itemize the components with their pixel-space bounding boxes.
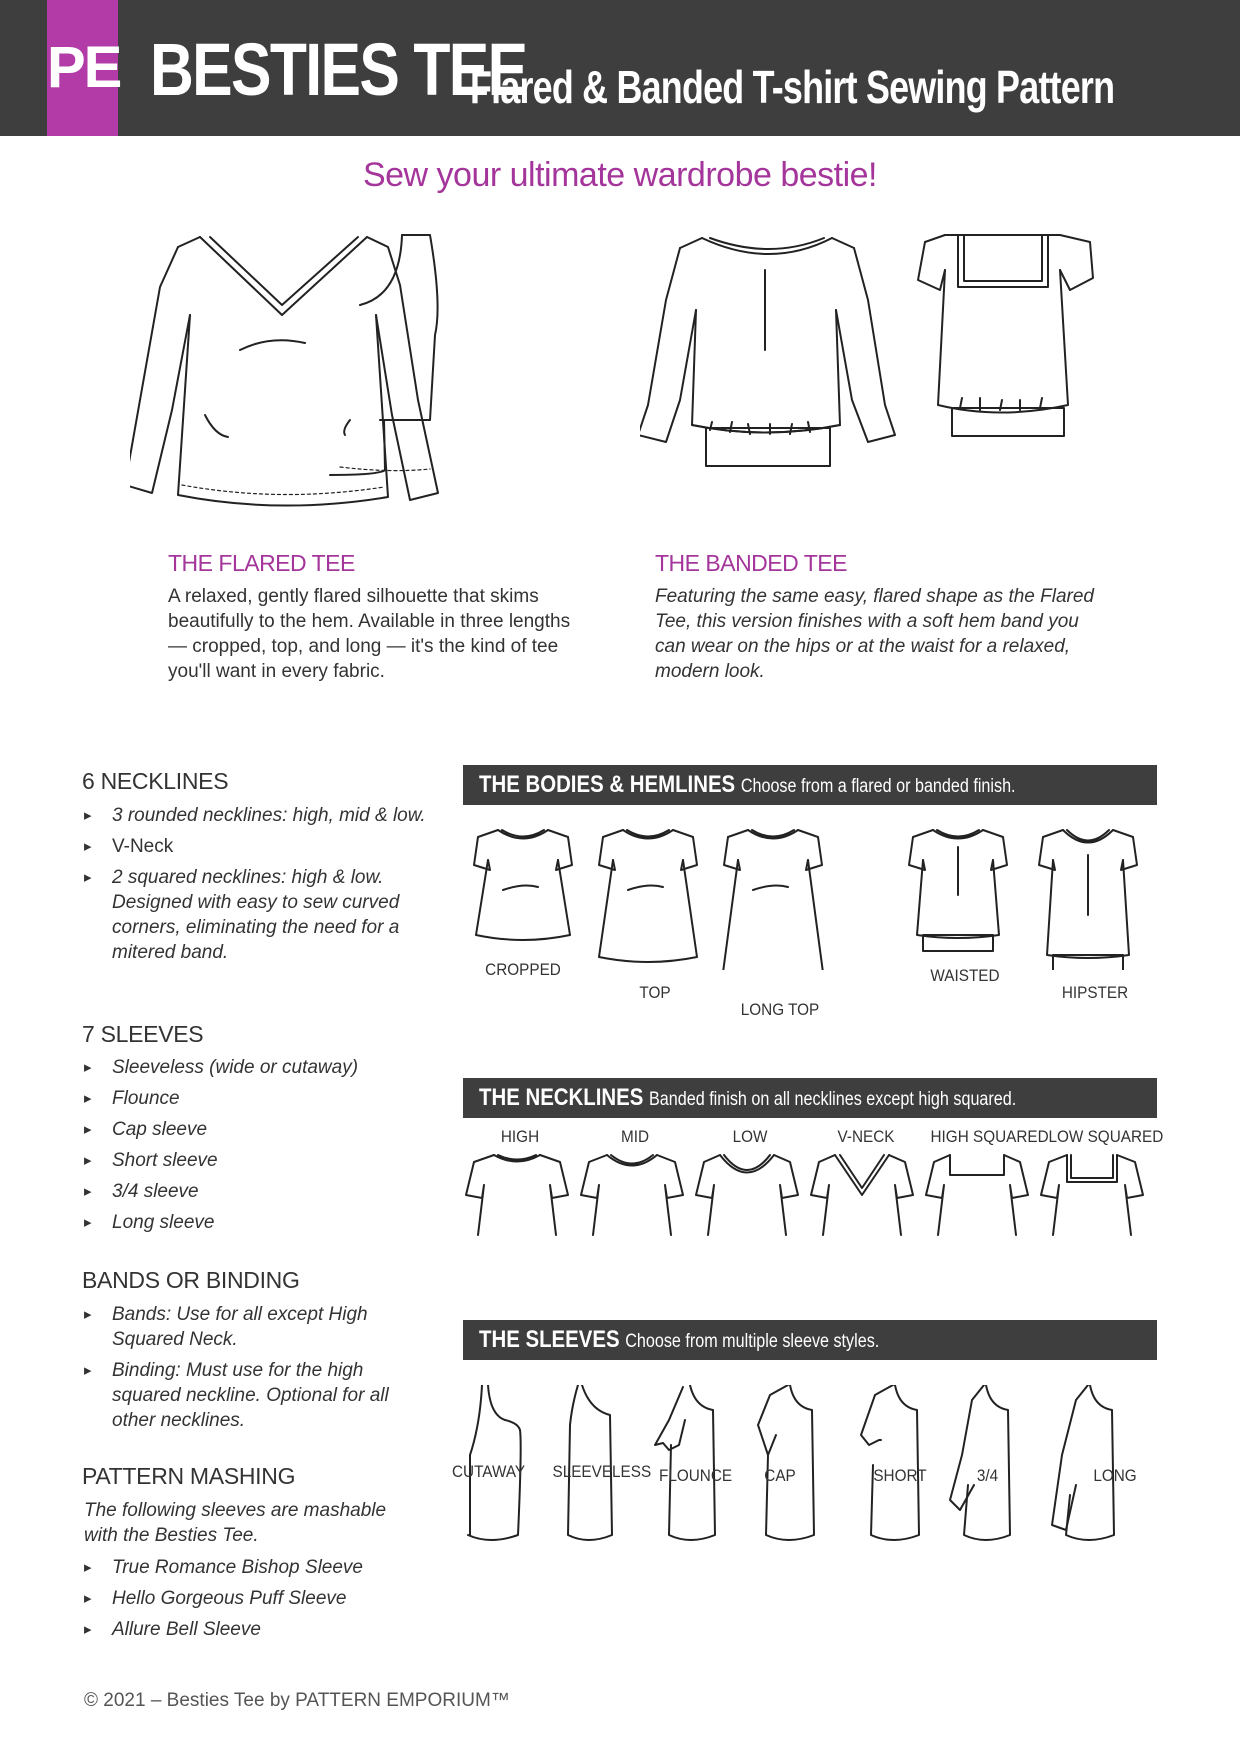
necklines-list bbox=[84, 803, 434, 971]
neckline-label-mid: MID bbox=[620, 1127, 650, 1146]
bodies-description: Choose from a flared or banded finish. bbox=[740, 776, 1016, 797]
sleeves-description: Choose from multiple sleeve styles. bbox=[625, 1331, 880, 1352]
sleeves-list bbox=[84, 1055, 434, 1241]
sleeves-section-bar bbox=[463, 1320, 1157, 1360]
bands-heading: BANDS OR BINDING bbox=[82, 1267, 300, 1293]
body-label-top: TOP bbox=[639, 983, 671, 1002]
neckline-label-low-squared: LOW SQUARED bbox=[1048, 1127, 1164, 1146]
list-item: ▸ Binding: Must use for the high squared neckline. Optional for all other necklines. bbox=[84, 1358, 434, 1433]
sleeve-label-short: SHORT bbox=[873, 1466, 927, 1485]
banded-tee-heading: THE BANDED TEE bbox=[655, 550, 847, 576]
body-label-hipster: HIPSTER bbox=[1061, 983, 1129, 1002]
header-bar bbox=[0, 0, 1240, 136]
tagline: Sew your ultimate wardrobe bestie! bbox=[362, 156, 878, 194]
bodies-title: THE BODIES & HEMLINES bbox=[479, 771, 736, 798]
list-item: ▸ Sleeveless (wide or cutaway) bbox=[84, 1055, 434, 1080]
list-item: ▸ 3 rounded necklines: high, mid & low. bbox=[84, 803, 434, 828]
list-item: ▸ Bands: Use for all except High Squared Neck. bbox=[84, 1302, 434, 1352]
banded-tee-description: Featuring the same easy, flared shape as the Flared Tee, this version finishes with a soft hem band you can wear on the hips or at the waist for a relaxed, modern look. bbox=[655, 586, 1095, 682]
banded-tee-illustration bbox=[640, 230, 1100, 500]
neckline-label-high-squared: HIGH SQUARED bbox=[930, 1127, 1049, 1146]
list-item: ▸ Long sleeve bbox=[84, 1210, 434, 1235]
sleeves-heading: 7 SLEEVES bbox=[82, 1021, 204, 1047]
sleeve-label-cutaway: CUTAWAY bbox=[452, 1462, 526, 1481]
body-label-waisted: WAISTED bbox=[930, 966, 1000, 985]
bodies-section-bar bbox=[463, 765, 1157, 805]
bands-list bbox=[84, 1302, 434, 1439]
sleeve-label-three-quarter: 3/4 bbox=[976, 1466, 999, 1485]
pattern-subtitle: Flared & Banded T-shirt Sewing Pattern bbox=[470, 61, 1115, 113]
neckline-label-high: HIGH bbox=[500, 1127, 540, 1146]
brand-logo: PE bbox=[47, 0, 118, 136]
bodies-illustrations bbox=[463, 825, 1157, 970]
copyright-notice: © 2021 – Besties Tee by PATTERN EMPORIUM™ bbox=[84, 1690, 510, 1711]
neckline-label-low: LOW bbox=[732, 1127, 768, 1146]
necklines-heading: 6 NECKLINES bbox=[82, 768, 229, 794]
necklines-title: THE NECKLINES bbox=[479, 1084, 644, 1111]
neckline-label-v-neck: V-NECK bbox=[837, 1127, 895, 1146]
necklines-section-bar bbox=[463, 1078, 1157, 1118]
pattern-title: BESTIES TEE bbox=[150, 28, 527, 111]
list-item: ▸ Hello Gorgeous Puff Sleeve bbox=[84, 1586, 434, 1611]
list-item: ▸ V-Neck bbox=[84, 834, 434, 859]
flared-tee-description: A relaxed, gently flared silhouette that skims beautifully to the hem. Available in three lengths — cropped, top, and long — it's the kind of tee you'll want in every fabric. bbox=[168, 586, 571, 682]
sleeves-title: THE SLEEVES bbox=[479, 1326, 620, 1353]
list-item: ▸ Allure Bell Sleeve bbox=[84, 1617, 434, 1642]
sleeve-label-flounce: FLOUNCE bbox=[659, 1466, 733, 1485]
sleeve-label-cap: CAP bbox=[764, 1466, 796, 1485]
sleeve-illustrations bbox=[460, 1385, 1160, 1585]
mashing-list bbox=[84, 1555, 434, 1648]
mashing-intro: The following sleeves are mashable with the Besties Tee. bbox=[84, 1500, 387, 1546]
list-item: ▸ 2 squared necklines: high & low. Designed with easy to sew curved corners, eliminating the need for a mitered band. bbox=[84, 865, 434, 965]
list-item: ▸ Cap sleeve bbox=[84, 1117, 434, 1142]
body-label-long-top: LONG TOP bbox=[740, 1000, 820, 1019]
body-label-cropped: CROPPED bbox=[485, 960, 561, 979]
mashing-heading: PATTERN MASHING bbox=[82, 1463, 296, 1489]
flared-tee-illustration bbox=[130, 225, 450, 525]
list-item: ▸ Flounce bbox=[84, 1086, 434, 1111]
neckline-illustrations bbox=[460, 1150, 1160, 1240]
sleeve-label-long: LONG bbox=[1093, 1466, 1137, 1485]
flared-tee-heading: THE FLARED TEE bbox=[168, 550, 355, 576]
list-item: ▸ True Romance Bishop Sleeve bbox=[84, 1555, 434, 1580]
list-item: ▸ Short sleeve bbox=[84, 1148, 434, 1173]
necklines-description: Banded finish on all necklines except high squared. bbox=[649, 1089, 1017, 1110]
sleeve-label-sleeveless: SLEEVELESS bbox=[552, 1462, 652, 1481]
list-item: ▸ 3/4 sleeve bbox=[84, 1179, 434, 1204]
